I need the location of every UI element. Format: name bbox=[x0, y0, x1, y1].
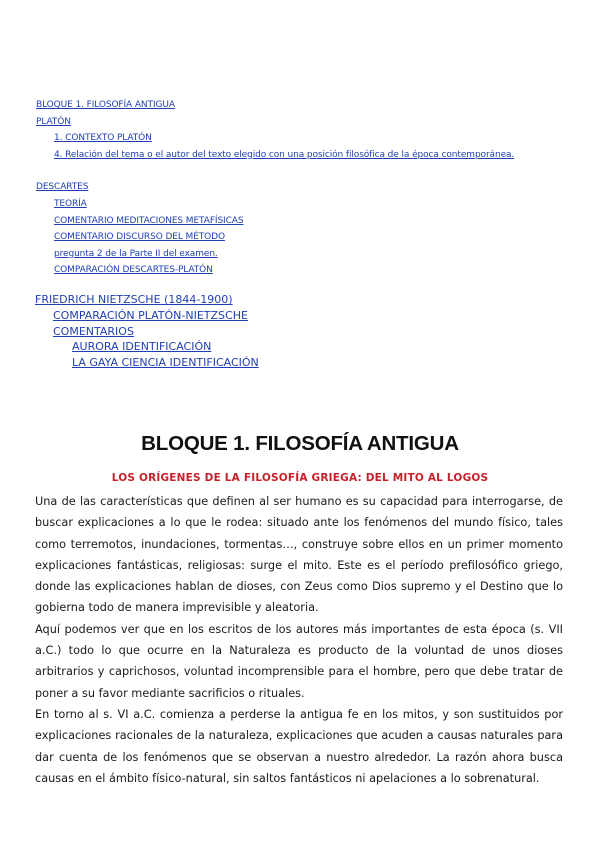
toc-link-nietzsche[interactable]: FRIEDRICH NIETZSCHE (1844-1900) bbox=[35, 293, 233, 306]
paragraph: En torno al s. VI a.C. comienza a perderse la antigua fe en los mitos, y son sustituidos por explicaciones racionales de la naturaleza, explicaciones que acuden a causas naturales para dar cuenta de los fenómenos que se observan a nuestro alrededor. La razón ahora busca causas en el ámbito físico-natural, sin saltos fantásticos ni apelaciones a lo sobrenatural. bbox=[35, 707, 563, 785]
toc-link-platon[interactable]: PLATÓN bbox=[36, 116, 71, 127]
paragraph: Una de las características que definen al ser humano es su capacidad para interrogarse, de buscar explicaciones a lo que le rodea: situado ante los fenómenos del mundo físico, tales como terremotos, inundaciones, tormentas…, construye sobre ellos en un primer momento explicaciones fantásticas, religiosas: surge el mito. Este es el período prefilosófico griego, donde las explicaciones hablan de dioses, con Zeus como Dios supremo y el Destino que lo gobierna todo de manera imprevisible y aleatoria. bbox=[35, 495, 563, 615]
toc-link-meditaciones[interactable]: COMENTARIO MEDITACIONES METAFÍSICAS bbox=[54, 215, 244, 226]
table-of-contents bbox=[36, 97, 576, 279]
toc-link-teoria[interactable]: TEORÍA bbox=[54, 198, 87, 209]
toc-link-contexto-platon[interactable]: 1. CONTEXTO PLATÓN bbox=[54, 133, 152, 144]
toc-link-comparacion-descartes-platon[interactable]: COMPARACIÓN DESCARTES-PLATÓN bbox=[54, 265, 213, 276]
toc-link-comparacion-platon-nietzsche[interactable]: COMPARACIÓN PLATÓN-NIETZSCHE bbox=[53, 308, 248, 322]
toc-link-relacion-tema[interactable]: 4. Relación del tema o el autor del texto elegido con una posición filosófica de la época contemporánea. bbox=[54, 149, 515, 160]
toc-link-gaya-ciencia[interactable]: LA GAYA CIENCIA IDENTIFICACIÓN bbox=[72, 356, 259, 370]
paragraph: Aquí podemos ver que en los escritos de los autores más importantes de esta época (s. VII a.C.) todo lo que ocurre en la Naturaleza es producto de la voluntad de unos dioses arbitrarios y caprichosos, voluntad incomprensible para el hombre, pero que debe tratar de poner a su favor mediante sacrificios o rituales. bbox=[35, 622, 563, 700]
toc-link-pregunta2[interactable]: pregunta 2 de la Parte II del examen. bbox=[54, 248, 218, 259]
toc-link-discurso[interactable]: COMENTARIO DISCURSO DEL MÉTODO bbox=[54, 232, 225, 243]
table-of-contents-nietzsche bbox=[35, 292, 575, 371]
toc-link-aurora[interactable]: AURORA IDENTIFICACIÓN bbox=[72, 340, 212, 354]
toc-link-descartes[interactable]: DESCARTES bbox=[36, 182, 89, 193]
toc-link-bloque1[interactable]: BLOQUE 1. FILOSOFÍA ANTIGUA bbox=[36, 100, 175, 110]
toc-spacer bbox=[36, 163, 576, 179]
body-text bbox=[35, 491, 563, 789]
toc-link-comentarios[interactable]: COMENTARIOS bbox=[53, 324, 134, 338]
section-subtitle: LOS ORÍGENES DE LA FILOSOFÍA GRIEGA: DEL MITO AL LOGOS bbox=[111, 472, 489, 484]
page-title: BLOQUE 1. FILOSOFÍA ANTIGUA bbox=[141, 432, 459, 455]
